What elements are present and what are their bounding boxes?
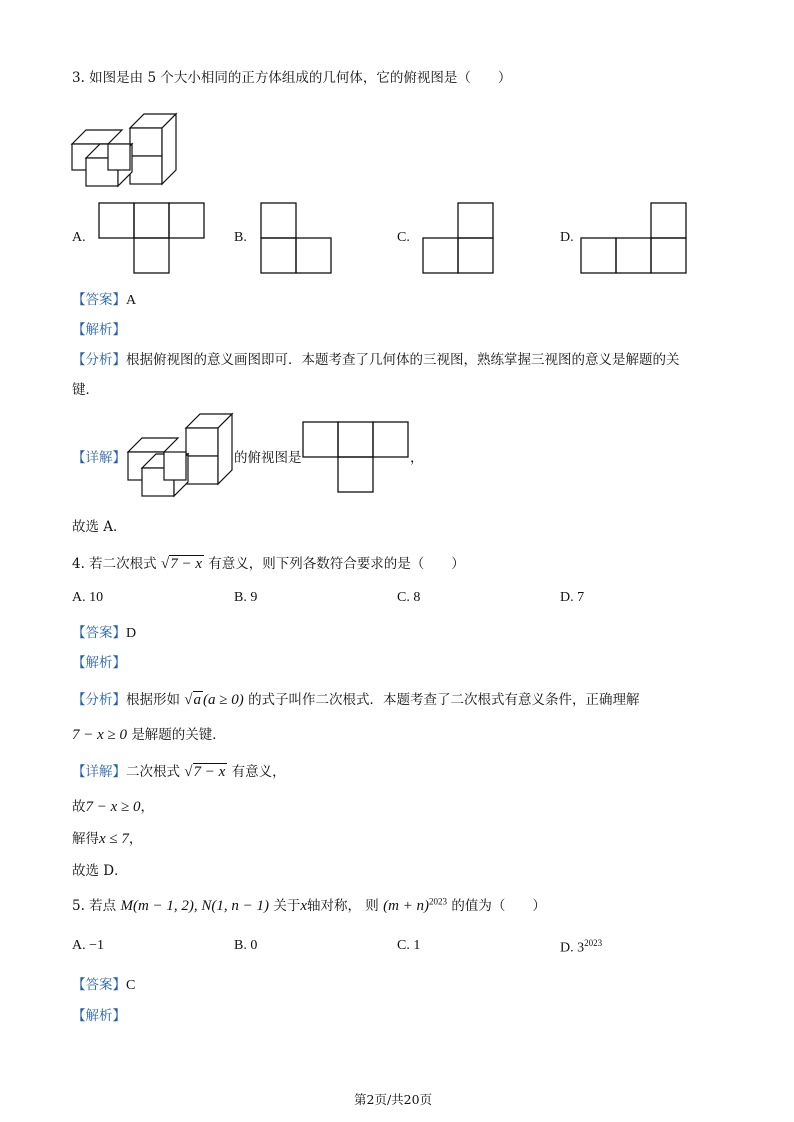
q3-option-c-figure: [422, 202, 494, 274]
analysis-text: 根据俯视图的意义画图即可．本题考查了几何体的三视图，熟练掌握三视图的意义是解题的关: [126, 352, 680, 368]
q5-option-c: C. 1: [397, 938, 421, 953]
q3-option-d-figure: [580, 202, 688, 274]
q3-analysis: [72, 348, 680, 368]
q3-cube-figure: [70, 112, 180, 188]
q4-step1: 故7 − x ≥ 0，: [72, 799, 155, 815]
answer-value: C: [126, 978, 136, 993]
detail-tag: 【详解】: [72, 764, 126, 780]
q3-option-b-label: B.: [234, 230, 247, 245]
answer-tag: 【答案】: [72, 625, 126, 641]
q4-conclusion: 故选 D．: [72, 863, 128, 879]
q3-option-b-figure: [260, 202, 332, 274]
q5-option-b: B. 0: [234, 938, 258, 953]
q3-option-d-label: D.: [560, 230, 574, 245]
q4-analysis: 【分析】根据形如 √a (a ≥ 0) 的式子叫作二次根式．本题考查了二次根式有意义条件，正确理解: [72, 692, 640, 708]
q3-detail-cube-figure: [126, 412, 236, 498]
q4-stem: [72, 552, 465, 573]
q5-stem: 5. 若点 M(m − 1, 2), N(1, n − 1) 关于x轴对称， 则 $(m + n)^{2023}$ 的值为（ ）: [72, 896, 546, 914]
q4-stem-pre: 4. 若二次根式: [72, 556, 157, 572]
q3-stem: 3. 如图是由 5 个大小相同的正方体组成的几何体，它的俯视图是（ ）: [72, 70, 512, 86]
q3-detail-tag: 【详解】: [72, 450, 126, 466]
analysis-tag: 【分析】: [72, 352, 126, 368]
answer-tag: 【答案】: [72, 292, 126, 308]
q4-detail: 【详解】二次根式 √7 − x 有意义，: [72, 764, 286, 780]
q5-answer: [72, 973, 135, 994]
q5-option-d: D. $3^{2023}$: [560, 938, 603, 956]
analysis-tag: 【分析】: [72, 692, 126, 708]
answer-tag: 【答案】: [72, 977, 126, 993]
answer-value: D: [126, 626, 137, 641]
q4-option-c: C. 8: [397, 590, 421, 605]
q4-option-d: D. 7: [560, 590, 585, 605]
q3-option-a-figure: [98, 202, 206, 274]
answer-value: A: [126, 293, 137, 308]
q3-detail-mid: 的俯视图是: [234, 450, 302, 466]
q3-option-c-label: C.: [397, 230, 410, 245]
q4-option-b: B. 9: [234, 590, 258, 605]
q4-option-a: A. 10: [72, 590, 104, 605]
q4-step2: 解得x ≤ 7，: [72, 831, 143, 847]
q3-analysis-line2: 键．: [72, 382, 99, 398]
q5-points: M(m − 1, 2), N(1, n − 1): [120, 898, 270, 914]
q4-jiexi-tag: 【解析】: [72, 655, 126, 671]
q4-stem-radical: √7 − x: [160, 556, 202, 572]
q4-answer: [72, 621, 136, 642]
q3-jiexi-tag: 【解析】: [72, 322, 126, 338]
q3-detail-end: ，: [410, 450, 424, 466]
q4-analysis-line2: 7 − x ≥ 0 是解题的关键．: [72, 727, 226, 743]
page-footer: 第2页/共20页: [354, 1092, 433, 1107]
q5-jiexi-tag: 【解析】: [72, 1008, 126, 1024]
q3-conclusion: 故选 A．: [72, 519, 127, 535]
q5-option-a: A. −1: [72, 938, 105, 953]
q3-option-a-label: A.: [72, 230, 86, 245]
q3-answer: [72, 288, 136, 309]
q4-analysis-radical: √a: [184, 692, 202, 708]
q4-stem-post: 有意义，则下列各数符合要求的是（ ）: [208, 556, 465, 572]
q4-detail-radical: √7 − x: [184, 764, 226, 780]
q3-detail-topview-figure: [302, 421, 410, 493]
